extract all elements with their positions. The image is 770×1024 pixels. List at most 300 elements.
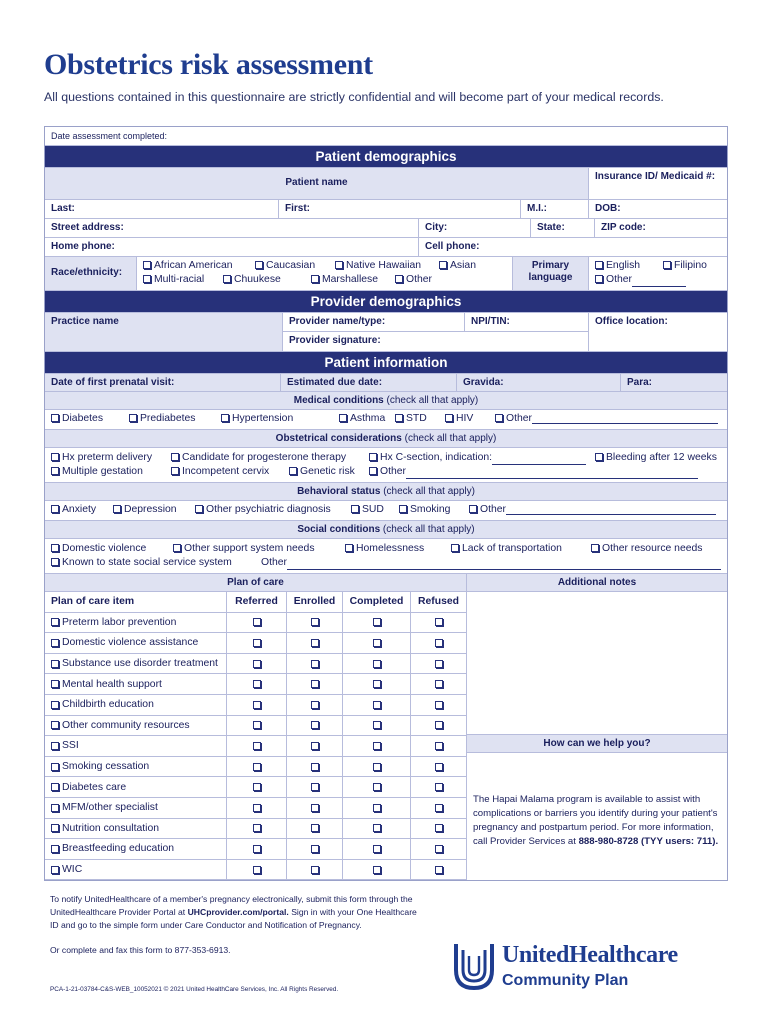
- status-cell: [227, 695, 287, 715]
- status-cell: [287, 860, 343, 880]
- checkbox-icon[interactable]: [253, 845, 261, 853]
- checkbox-icon[interactable]: [51, 544, 59, 552]
- race-label: Race/ethnicity:: [45, 257, 137, 290]
- status-cell: [287, 695, 343, 715]
- copyright-text: PCA-1-21-03784-C&S-WEB_10052021 © 2021 United HealthCare Services, Inc. All Rights Reserved.: [50, 986, 339, 993]
- additional-notes-header: Additional notes: [467, 574, 727, 591]
- plan-of-care-row: [45, 654, 466, 675]
- date-completed-row[interactable]: [45, 127, 727, 146]
- checkbox-icon[interactable]: [253, 763, 261, 771]
- social-option[interactable]: Homelessness: [345, 542, 451, 556]
- plan-of-care-columns: [45, 592, 466, 613]
- status-cell: [411, 613, 466, 633]
- social-header: Social conditions (check all that apply): [45, 521, 727, 539]
- ob-option[interactable]: Incompetent cervix: [171, 465, 289, 479]
- race-option[interactable]: Asian: [439, 260, 476, 271]
- plan-item-label: Childbirth education: [62, 699, 154, 711]
- plan-item[interactable]: [45, 839, 227, 859]
- checkbox-icon[interactable]: [439, 261, 447, 269]
- page-title: Obstetrics risk assessment: [44, 48, 373, 81]
- checkbox-icon[interactable]: [435, 618, 443, 626]
- portal-link[interactable]: UHCprovider.com/portal.: [187, 907, 289, 917]
- status-cell: [343, 860, 411, 880]
- prenatal-row: [45, 374, 727, 392]
- status-cell: [343, 654, 411, 674]
- ob-option[interactable]: Hx C-section, indication:: [369, 451, 595, 465]
- race-option[interactable]: Multi-racial: [143, 273, 223, 287]
- checkbox-icon[interactable]: [173, 544, 181, 552]
- checkbox-icon[interactable]: [289, 467, 297, 475]
- checkbox-icon[interactable]: [435, 866, 443, 874]
- plan-of-care-row: [45, 757, 466, 778]
- plan-of-care-row: [45, 839, 466, 860]
- checkbox-icon[interactable]: [51, 721, 59, 729]
- checkbox-icon[interactable]: [373, 618, 381, 626]
- checkbox-icon[interactable]: [223, 275, 231, 283]
- plan-of-care-row: [45, 819, 466, 840]
- checkbox-icon[interactable]: [171, 467, 179, 475]
- help-text: [467, 793, 727, 849]
- checkbox-icon[interactable]: [373, 639, 381, 647]
- status-cell: [411, 695, 466, 715]
- date-completed-label: Date assessment completed:: [51, 131, 168, 141]
- checkbox-icon[interactable]: [311, 660, 319, 668]
- checkbox-icon[interactable]: [253, 721, 261, 729]
- column-header: Enrolled: [287, 592, 343, 612]
- plan-of-care-header-row: [45, 574, 727, 592]
- plan-item[interactable]: [45, 695, 227, 715]
- status-cell: [343, 819, 411, 839]
- plan-item-label: Domestic violence assistance: [62, 637, 199, 649]
- home-phone-field[interactable]: Home phone:: [45, 238, 419, 256]
- provider-signature-field[interactable]: Provider signature:: [289, 335, 381, 346]
- unitedhealthcare-logo: [452, 938, 742, 998]
- plan-of-care-row: [45, 798, 466, 819]
- checkbox-icon[interactable]: [373, 824, 381, 832]
- status-cell: [227, 798, 287, 818]
- behavioral-header: Behavioral status (check all that apply): [45, 483, 727, 501]
- status-cell: [411, 633, 466, 653]
- status-cell: [411, 777, 466, 797]
- medical-conditions-options: [45, 410, 727, 430]
- plan-item-label: Smoking cessation: [62, 761, 150, 773]
- status-cell: [343, 777, 411, 797]
- help-spacer: [467, 753, 727, 793]
- checkbox-icon[interactable]: [311, 721, 319, 729]
- behavioral-option-other[interactable]: Other: [469, 504, 716, 515]
- race-options: [137, 257, 513, 290]
- checkbox-icon[interactable]: [369, 453, 377, 461]
- checkbox-icon[interactable]: [373, 660, 381, 668]
- behavioral-option[interactable]: Anxiety: [51, 504, 113, 515]
- column-header: Completed: [343, 592, 411, 612]
- checkbox-icon[interactable]: [469, 505, 477, 513]
- checkbox-icon[interactable]: [311, 866, 319, 874]
- plan-item-label: Nutrition consultation: [62, 822, 160, 834]
- behavioral-option[interactable]: Other psychiatric diagnosis: [195, 504, 351, 515]
- plan-item[interactable]: [45, 654, 227, 674]
- plan-item-label: Mental health support: [62, 678, 162, 690]
- status-cell: [411, 757, 466, 777]
- checkbox-icon[interactable]: [311, 742, 319, 750]
- checkbox-icon[interactable]: [435, 763, 443, 771]
- social-option[interactable]: Domestic violence: [51, 542, 173, 556]
- insurance-label[interactable]: Insurance ID/ Medicaid #:: [589, 168, 727, 199]
- medical-option[interactable]: Diabetes: [51, 413, 129, 424]
- plan-of-care-body: [45, 592, 727, 880]
- plan-of-care-row: [45, 695, 466, 716]
- plan-item[interactable]: [45, 736, 227, 756]
- race-option[interactable]: African American: [143, 259, 255, 273]
- page-subtitle: All questions contained in this questionnaire are strictly confidential and will become part of your medical records.: [44, 90, 664, 104]
- plan-item[interactable]: [45, 798, 227, 818]
- checkbox-icon[interactable]: [195, 505, 203, 513]
- mi-field[interactable]: M.I.:: [521, 200, 589, 218]
- provider-demographics-header: Provider demographics: [45, 291, 727, 313]
- social-option[interactable]: Other support system needs: [173, 542, 345, 556]
- checkbox-icon[interactable]: [311, 639, 319, 647]
- plan-item[interactable]: [45, 819, 227, 839]
- plan-item-label: Breastfeeding education: [62, 843, 175, 855]
- gravida-field[interactable]: Gravida:: [457, 374, 621, 391]
- logo-name: UnitedHealthcare: [502, 942, 678, 968]
- checkbox-icon[interactable]: [51, 618, 59, 626]
- status-cell: [287, 613, 343, 633]
- street-field[interactable]: Street address:: [45, 219, 419, 237]
- uhc-u-icon: [452, 940, 496, 992]
- checkbox-icon[interactable]: [253, 660, 261, 668]
- status-cell: [227, 654, 287, 674]
- checkbox-icon[interactable]: [595, 453, 603, 461]
- checkbox-icon[interactable]: [311, 680, 319, 688]
- status-cell: [287, 839, 343, 859]
- status-cell: [287, 716, 343, 736]
- medical-option[interactable]: Hypertension: [221, 413, 339, 424]
- checkbox-icon[interactable]: [591, 544, 599, 552]
- checkbox-icon[interactable]: [311, 783, 319, 791]
- checkbox-icon[interactable]: [663, 261, 671, 269]
- notify-line-3: ID and go to the simple form under Care Conductor and Notification of Pregnancy.: [50, 920, 362, 930]
- status-cell: [227, 819, 287, 839]
- status-cell: [343, 674, 411, 694]
- checkbox-icon[interactable]: [373, 845, 381, 853]
- checkbox-icon[interactable]: [435, 701, 443, 709]
- status-cell: [227, 716, 287, 736]
- behavioral-option[interactable]: SUD: [351, 504, 399, 515]
- checkbox-icon[interactable]: [311, 275, 319, 283]
- plan-item-label: Diabetes care: [62, 781, 127, 793]
- checkbox-icon[interactable]: [311, 618, 319, 626]
- status-cell: [411, 654, 466, 674]
- plan-item-label: Preterm labor prevention: [62, 616, 177, 628]
- provider-name-field[interactable]: Provider name/type:: [283, 313, 465, 331]
- status-cell: [411, 819, 466, 839]
- language-options: [589, 257, 727, 290]
- checkbox-icon[interactable]: [253, 824, 261, 832]
- plan-item[interactable]: [45, 633, 227, 653]
- dob-field[interactable]: DOB:: [595, 203, 621, 214]
- medical-option[interactable]: Asthma: [339, 413, 395, 424]
- status-cell: [227, 757, 287, 777]
- notify-line-2a: UnitedHealthcare Provider Portal at: [50, 907, 186, 917]
- primary-language-label: Primary language: [513, 257, 589, 290]
- checkbox-icon[interactable]: [395, 275, 403, 283]
- medical-option[interactable]: HIV: [445, 413, 495, 424]
- status-cell: [287, 736, 343, 756]
- npi-field[interactable]: NPI/TIN:: [471, 316, 510, 327]
- medical-option-other[interactable]: Other: [495, 413, 718, 424]
- phone-row: [45, 238, 727, 257]
- status-cell: [227, 839, 287, 859]
- logo-plan: Community Plan: [502, 972, 629, 989]
- status-cell: [411, 798, 466, 818]
- status-cell: [411, 860, 466, 880]
- checkbox-icon[interactable]: [595, 261, 603, 269]
- race-option[interactable]: Chuukese: [223, 273, 311, 287]
- address-row: [45, 219, 727, 238]
- checkbox-icon[interactable]: [51, 680, 59, 688]
- checkbox-icon[interactable]: [51, 783, 59, 791]
- help-body: The Hapai Malama program is available to assist with complications or barriers you identify during your patient's pregnancy and postpartum period. For more information, call Provider Services at: [473, 794, 718, 847]
- plan-of-care-row: [45, 777, 466, 798]
- status-cell: [411, 674, 466, 694]
- status-cell: [227, 613, 287, 633]
- checkbox-icon[interactable]: [51, 866, 59, 874]
- checkbox-icon[interactable]: [373, 701, 381, 709]
- checkbox-icon[interactable]: [373, 680, 381, 688]
- checkbox-icon[interactable]: [51, 505, 59, 513]
- plan-item[interactable]: [45, 613, 227, 633]
- status-cell: [287, 819, 343, 839]
- race-option[interactable]: Caucasian: [255, 259, 335, 273]
- checkbox-icon[interactable]: [311, 763, 319, 771]
- race-option[interactable]: Native Hawaiian: [335, 259, 439, 273]
- checkbox-icon[interactable]: [129, 414, 137, 422]
- social-options: [45, 539, 727, 574]
- column-header: Plan of care item: [45, 592, 227, 612]
- plan-item[interactable]: [45, 860, 227, 880]
- medical-option[interactable]: STD: [395, 413, 445, 424]
- language-option-filipino[interactable]: Filipino: [663, 260, 707, 271]
- checkbox-icon[interactable]: [253, 783, 261, 791]
- status-cell: [343, 757, 411, 777]
- checkbox-icon[interactable]: [399, 505, 407, 513]
- plan-item[interactable]: [45, 777, 227, 797]
- first-visit-field[interactable]: Date of first prenatal visit:: [45, 374, 281, 391]
- status-cell: [343, 839, 411, 859]
- checkbox-icon[interactable]: [253, 866, 261, 874]
- fax-text: Or complete and fax this form to 877-353-6913.: [50, 945, 231, 955]
- checkbox-icon[interactable]: [335, 261, 343, 269]
- social-option[interactable]: Other resource needs: [591, 543, 703, 554]
- help-header: How can we help you?: [467, 735, 727, 753]
- race-language-row: [45, 257, 727, 291]
- checkbox-icon[interactable]: [495, 414, 503, 422]
- status-cell: [227, 633, 287, 653]
- plan-of-care-row: [45, 633, 466, 654]
- checkbox-icon[interactable]: [51, 701, 59, 709]
- due-date-field[interactable]: Estimated due date:: [281, 374, 457, 391]
- checkbox-icon[interactable]: [253, 680, 261, 688]
- assessment-form: [44, 126, 728, 881]
- checkbox-icon[interactable]: [435, 721, 443, 729]
- status-cell: [287, 654, 343, 674]
- status-cell: [227, 860, 287, 880]
- status-cell: [411, 839, 466, 859]
- language-option-english[interactable]: English: [595, 259, 663, 273]
- provider-block: [45, 313, 727, 352]
- ob-option[interactable]: Candidate for progesterone therapy: [171, 451, 369, 465]
- patient-information-header: Patient information: [45, 352, 727, 374]
- state-field[interactable]: State:: [531, 219, 595, 237]
- checkbox-icon[interactable]: [51, 845, 59, 853]
- medical-conditions-header: Medical conditions (check all that apply): [45, 392, 727, 410]
- checkbox-icon[interactable]: [373, 763, 381, 771]
- checkbox-icon[interactable]: [445, 414, 453, 422]
- para-field[interactable]: Para:: [627, 377, 653, 388]
- checkbox-icon[interactable]: [395, 414, 403, 422]
- first-name-field[interactable]: First:: [279, 200, 521, 218]
- checkbox-icon[interactable]: [311, 804, 319, 812]
- behavioral-options: [45, 501, 727, 521]
- checkbox-icon[interactable]: [255, 261, 263, 269]
- checkbox-icon[interactable]: [435, 783, 443, 791]
- checkbox-icon[interactable]: [373, 866, 381, 874]
- status-cell: [343, 695, 411, 715]
- checkbox-icon[interactable]: [51, 467, 59, 475]
- ob-option-other[interactable]: Other: [369, 466, 698, 477]
- checkbox-icon[interactable]: [435, 845, 443, 853]
- status-cell: [287, 674, 343, 694]
- notify-line-2c: Sign in with your One Healthcare: [291, 907, 417, 917]
- column-header: Referred: [227, 592, 287, 612]
- additional-notes-area[interactable]: [467, 592, 727, 735]
- checkbox-icon[interactable]: [435, 824, 443, 832]
- help-phone: 888-980-8728 (TYY users: 711).: [578, 836, 719, 847]
- checkbox-icon[interactable]: [51, 824, 59, 832]
- ob-option[interactable]: Multiple gestation: [51, 465, 171, 479]
- obstetrical-options: [45, 448, 727, 483]
- status-cell: [287, 757, 343, 777]
- ob-option[interactable]: Hx preterm delivery: [51, 451, 171, 465]
- status-cell: [343, 716, 411, 736]
- status-cell: [287, 633, 343, 653]
- plan-item[interactable]: [45, 757, 227, 777]
- checkbox-icon[interactable]: [339, 414, 347, 422]
- plan-item-label: WIC: [62, 864, 83, 876]
- checkbox-icon[interactable]: [369, 467, 377, 475]
- checkbox-icon[interactable]: [595, 275, 603, 283]
- plan-item-label: SSI: [62, 740, 79, 752]
- notes-column: [467, 592, 727, 880]
- checkbox-icon[interactable]: [253, 618, 261, 626]
- checkbox-icon[interactable]: [345, 544, 353, 552]
- status-cell: [411, 736, 466, 756]
- checkbox-icon[interactable]: [51, 742, 59, 750]
- status-cell: [343, 633, 411, 653]
- checkbox-icon[interactable]: [51, 763, 59, 771]
- notify-text: [50, 893, 417, 932]
- plan-item-label: Other community resources: [62, 719, 190, 731]
- behavioral-option[interactable]: Smoking: [399, 504, 469, 515]
- zip-field[interactable]: ZIP code:: [601, 222, 646, 233]
- behavioral-option[interactable]: Depression: [113, 504, 195, 515]
- social-option-other[interactable]: Other: [261, 557, 721, 568]
- checkbox-icon[interactable]: [51, 414, 59, 422]
- checkbox-icon[interactable]: [373, 804, 381, 812]
- ob-option[interactable]: Genetic risk: [289, 465, 369, 479]
- checkbox-icon[interactable]: [171, 453, 179, 461]
- notify-line-1: To notify UnitedHealthcare of a member's pregnancy electronically, submit this form through the: [50, 894, 413, 904]
- status-cell: [227, 674, 287, 694]
- race-option[interactable]: Marshallese: [311, 273, 395, 287]
- checkbox-icon[interactable]: [351, 505, 359, 513]
- status-cell: [343, 798, 411, 818]
- checkbox-icon[interactable]: [311, 701, 319, 709]
- checkbox-icon[interactable]: [435, 742, 443, 750]
- plan-item[interactable]: [45, 674, 227, 694]
- obstetrical-header: Obstetrical considerations (check all that apply): [45, 430, 727, 448]
- status-cell: [287, 798, 343, 818]
- checkbox-icon[interactable]: [435, 804, 443, 812]
- office-location-field[interactable]: Office location:: [595, 316, 668, 327]
- checkbox-icon[interactable]: [51, 660, 59, 668]
- checkbox-icon[interactable]: [51, 804, 59, 812]
- plan-of-care-row: [45, 736, 466, 757]
- status-cell: [227, 777, 287, 797]
- column-header: Refused: [418, 596, 459, 608]
- checkbox-icon[interactable]: [51, 639, 59, 647]
- plan-item[interactable]: [45, 716, 227, 736]
- race-option[interactable]: Other: [395, 274, 432, 285]
- checkbox-icon[interactable]: [373, 783, 381, 791]
- checkbox-icon[interactable]: [253, 639, 261, 647]
- language-option-other[interactable]: Other: [595, 274, 686, 285]
- checkbox-icon[interactable]: [435, 660, 443, 668]
- checkbox-icon[interactable]: [373, 721, 381, 729]
- social-option[interactable]: Lack of transportation: [451, 542, 591, 556]
- checkbox-icon[interactable]: [143, 275, 151, 283]
- checkbox-icon[interactable]: [253, 742, 261, 750]
- status-cell: [411, 716, 466, 736]
- medical-option[interactable]: Prediabetes: [129, 413, 221, 424]
- ob-option[interactable]: Bleeding after 12 weeks: [595, 452, 717, 463]
- cell-phone-field[interactable]: Cell phone:: [425, 241, 480, 252]
- checkbox-icon[interactable]: [311, 845, 319, 853]
- checkbox-icon[interactable]: [51, 558, 59, 566]
- checkbox-icon[interactable]: [143, 261, 151, 269]
- plan-of-care-row: [45, 716, 466, 737]
- social-option[interactable]: Known to state social service system: [51, 556, 261, 570]
- checkbox-icon[interactable]: [311, 824, 319, 832]
- city-field[interactable]: City:: [419, 219, 531, 237]
- plan-of-care-row: [45, 674, 466, 695]
- plan-of-care-row: [45, 860, 466, 881]
- checkbox-icon[interactable]: [435, 639, 443, 647]
- checkbox-icon[interactable]: [435, 680, 443, 688]
- checkbox-icon[interactable]: [253, 804, 261, 812]
- checkbox-icon[interactable]: [253, 701, 261, 709]
- last-name-field[interactable]: Last:: [45, 200, 279, 218]
- checkbox-icon[interactable]: [451, 544, 459, 552]
- status-cell: [343, 613, 411, 633]
- checkbox-icon[interactable]: [373, 742, 381, 750]
- name-row: [45, 200, 727, 219]
- status-cell: [287, 777, 343, 797]
- checkbox-icon[interactable]: [221, 414, 229, 422]
- checkbox-icon[interactable]: [113, 505, 121, 513]
- checkbox-icon[interactable]: [51, 453, 59, 461]
